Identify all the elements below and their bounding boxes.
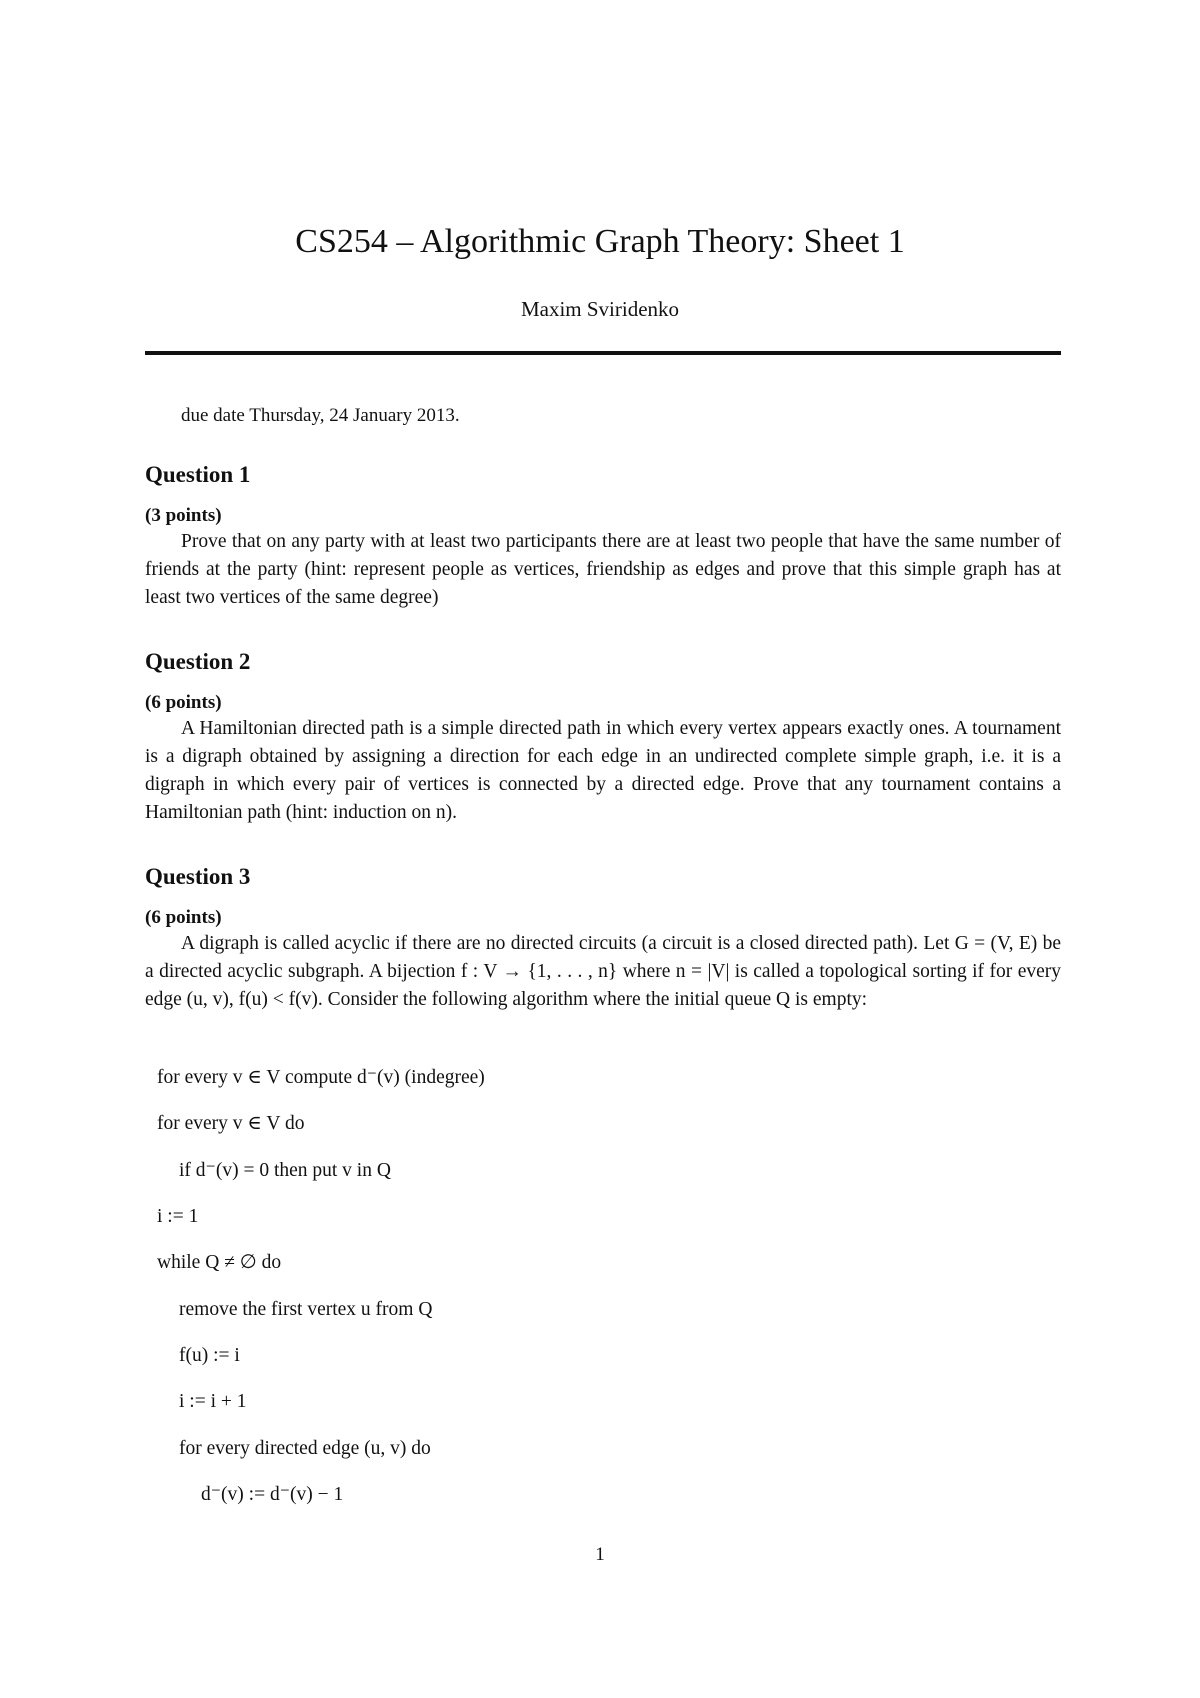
algorithm-line: f(u) := i <box>179 1345 240 1366</box>
question-1 <box>145 460 1061 612</box>
question-points: (3 points) <box>145 505 222 526</box>
question-text: Prove that on any party with at least two participants there are at least two people that have the same number of friends at the party (hint: represent people as vertices, friendship as edges and prove that this simple graph has at least two vertices of the same degree) <box>145 531 1061 608</box>
algorithm-line: for every v ∈ V compute d⁻(v) (indegree) <box>157 1067 485 1088</box>
question-points: (6 points) <box>145 907 222 928</box>
question-text: A digraph is called acyclic if there are no directed circuits (a circuit is a closed directed path). Let G = (V, E) be a directed acyclic subgraph. A bijection f : V → {1, . . . , n} where n = |V| is called a topological sorting if for every edge (u, v), f(u) < f(v). Consider the following algorithm where the initial queue Q is empty: <box>145 933 1061 1010</box>
due-date: due date Thursday, 24 January 2013. <box>181 405 460 426</box>
algorithm-line: d⁻(v) := d⁻(v) − 1 <box>201 1484 344 1505</box>
question-heading: Question 3 <box>145 864 251 889</box>
question-text: A Hamiltonian directed path is a simple directed path in which every vertex appears exactly ones. A tournament is a digraph obtained by assigning a direction for each edge in an undirected complete simple graph, i.e. it is a digraph in which every pair of vertices is connected by a directed edge. Prove that any tournament contains a Hamiltonian path (hint: induction on n). <box>145 718 1061 823</box>
algorithm-line: remove the first vertex u from Q <box>179 1299 433 1320</box>
algorithm-line: i := 1 <box>157 1206 199 1227</box>
algorithm-line: while Q ≠ ∅ do <box>157 1252 282 1273</box>
algorithm-line: i := i + 1 <box>179 1391 247 1412</box>
question-3 <box>145 862 1061 1014</box>
question-heading: Question 2 <box>145 649 251 674</box>
algorithm-line: for every v ∈ V do <box>157 1113 305 1134</box>
algorithm-line: for every directed edge (u, v) do <box>179 1438 431 1459</box>
question-2 <box>145 647 1061 827</box>
question-points: (6 points) <box>145 692 222 713</box>
page-number: 1 <box>595 1544 605 1565</box>
question-heading: Question 1 <box>145 462 251 487</box>
document-title: CS254 – Algorithmic Graph Theory: Sheet 1 <box>295 223 905 260</box>
title-rule <box>145 351 1061 355</box>
document-author: Maxim Sviridenko <box>520 297 680 321</box>
algorithm-line: if d⁻(v) = 0 then put v in Q <box>179 1160 391 1181</box>
